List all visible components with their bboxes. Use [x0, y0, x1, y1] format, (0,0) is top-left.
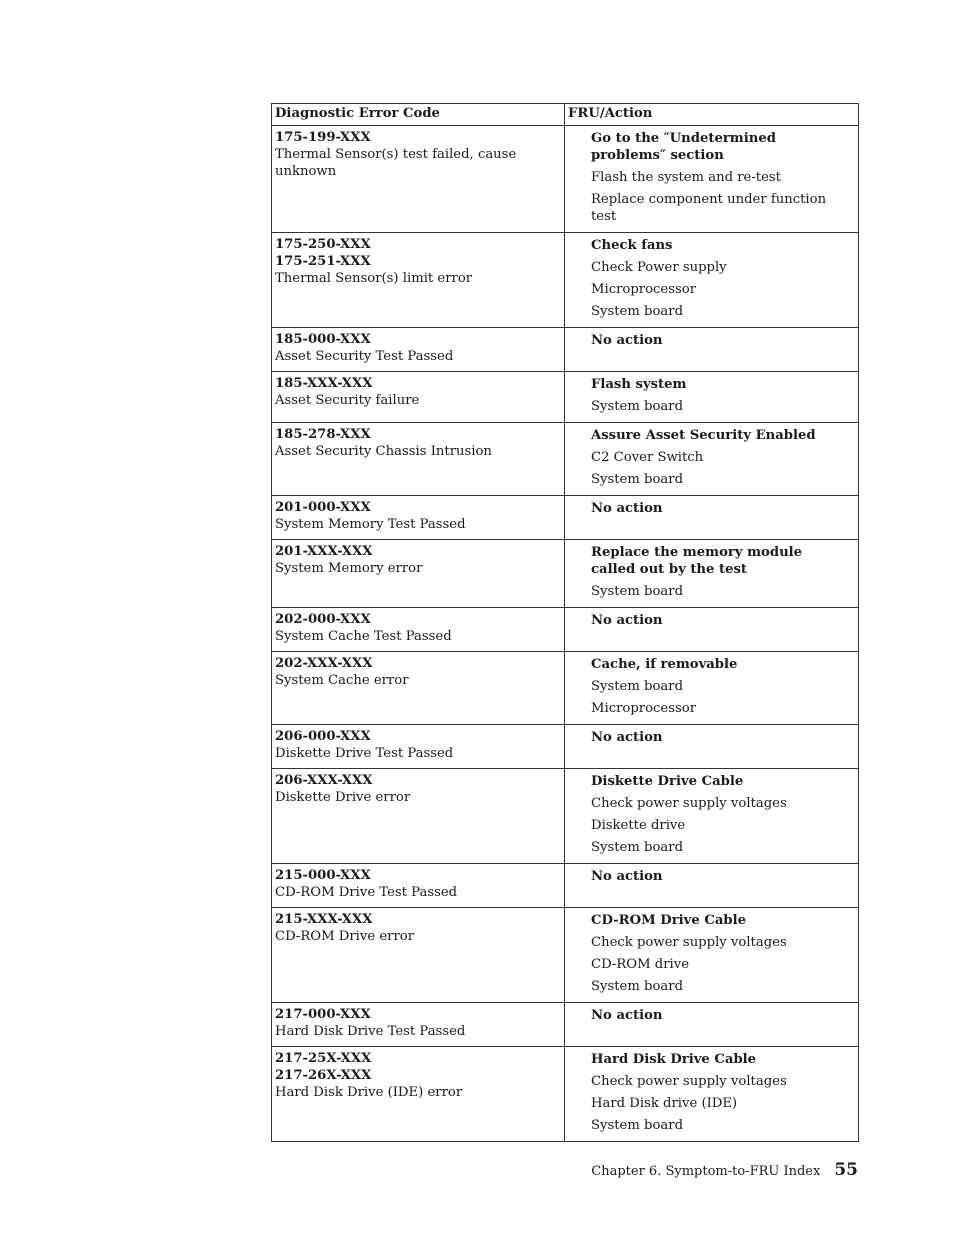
- error-code-cell: [272, 652, 565, 725]
- footer-chapter: Chapter 6. Symptom-to-FRU Index: [591, 1164, 821, 1179]
- primary-action: No action: [591, 501, 663, 516]
- primary-action: No action: [591, 869, 663, 884]
- error-code: 217-25X-XXX: [275, 1051, 372, 1066]
- error-code: 175-250-XXX: [275, 237, 371, 252]
- error-description: Thermal Sensor(s) limit error: [275, 271, 473, 286]
- fru-action-cell: [565, 608, 859, 652]
- fru-action-cell: [565, 652, 859, 725]
- error-description: Diskette Drive Test Passed: [275, 746, 454, 761]
- error-code: 215-XXX-XXX: [275, 912, 373, 927]
- table-row: [272, 423, 859, 496]
- primary-action: Check fans: [591, 238, 673, 253]
- table-row: [272, 652, 859, 725]
- primary-action: No action: [591, 1008, 663, 1023]
- fru-action-item: Microprocessor: [591, 701, 697, 716]
- error-code: 217-000-XXX: [275, 1007, 371, 1022]
- fru-action-item: Check power supply voltages: [591, 1074, 787, 1089]
- fru-action-item: Check Power supply: [591, 260, 727, 275]
- table-row: [272, 540, 859, 608]
- fru-table: [271, 103, 859, 1142]
- error-code-cell: [272, 233, 565, 328]
- fru-action-item: System board: [591, 472, 684, 487]
- primary-action: Assure Asset Security Enabled: [591, 428, 816, 443]
- table-row: [272, 1003, 859, 1047]
- fru-action-cell: [565, 372, 859, 423]
- fru-action-cell: [565, 725, 859, 769]
- error-code: 215-000-XXX: [275, 868, 371, 883]
- primary-action: Hard Disk Drive Cable: [591, 1052, 757, 1067]
- fru-action-cell: [565, 864, 859, 908]
- primary-action: Go to the ″Undetermined problems″ section: [591, 131, 776, 163]
- error-code: 202-000-XXX: [275, 612, 371, 627]
- fru-action-item: System board: [591, 304, 684, 319]
- fru-action-cell: [565, 769, 859, 864]
- error-code-cell: [272, 725, 565, 769]
- table-row: [272, 769, 859, 864]
- error-code: 175-251-XXX: [275, 254, 371, 269]
- error-description: Hard Disk Drive (IDE) error: [275, 1085, 463, 1100]
- error-description: Thermal Sensor(s) test failed, cause unknown: [275, 147, 517, 179]
- error-description: System Cache Test Passed: [275, 629, 452, 644]
- fru-action-item: System board: [591, 584, 684, 599]
- primary-action: No action: [591, 613, 663, 628]
- fru-action-cell: [565, 423, 859, 496]
- fru-action-cell: [565, 540, 859, 608]
- fru-action-item: Flash the system and re-test: [591, 170, 781, 185]
- fru-action-cell: [565, 1047, 859, 1142]
- fru-action-item: System board: [591, 1118, 684, 1133]
- table-header-row: [272, 104, 859, 126]
- fru-action-item: Microprocessor: [591, 282, 697, 297]
- table-row: [272, 372, 859, 423]
- fru-action-item: CD-ROM drive: [591, 957, 690, 972]
- fru-action-item: System board: [591, 840, 684, 855]
- error-description: Diskette Drive error: [275, 790, 411, 805]
- fru-action-cell: [565, 1003, 859, 1047]
- column-header-fru-action: FRU/Action: [565, 104, 859, 126]
- error-code-cell: [272, 908, 565, 1003]
- primary-action: Cache, if removable: [591, 657, 738, 672]
- error-description: System Memory Test Passed: [275, 517, 466, 532]
- fru-action-item: Hard Disk drive (IDE): [591, 1096, 738, 1111]
- fru-action-item: Check power supply voltages: [591, 935, 787, 950]
- table-row: [272, 233, 859, 328]
- error-code-cell: [272, 769, 565, 864]
- error-code-cell: [272, 372, 565, 423]
- table-row: [272, 608, 859, 652]
- table-row: [272, 496, 859, 540]
- fru-action-cell: [565, 908, 859, 1003]
- page-number: 55: [834, 1160, 858, 1180]
- table-row: [272, 908, 859, 1003]
- fru-action-item: Diskette drive: [591, 818, 686, 833]
- error-code-cell: [272, 1047, 565, 1142]
- error-code-cell: [272, 496, 565, 540]
- error-description: Asset Security failure: [275, 393, 420, 408]
- error-description: System Cache error: [275, 673, 409, 688]
- error-code: 175-199-XXX: [275, 130, 371, 145]
- table-row: [272, 864, 859, 908]
- error-description: CD-ROM Drive Test Passed: [275, 885, 458, 900]
- error-code: 206-000-XXX: [275, 729, 371, 744]
- fru-action-item: Replace component under function test: [591, 192, 827, 224]
- fru-action-item: Check power supply voltages: [591, 796, 787, 811]
- primary-action: No action: [591, 730, 663, 745]
- column-header-error-code: Diagnostic Error Code: [272, 104, 565, 126]
- error-code-cell: [272, 540, 565, 608]
- error-description: System Memory error: [275, 561, 423, 576]
- table-row: [272, 126, 859, 233]
- fru-action-item: C2 Cover Switch: [591, 450, 704, 465]
- error-description: CD-ROM Drive error: [275, 929, 414, 944]
- error-code: 185-000-XXX: [275, 332, 371, 347]
- fru-action-cell: [565, 496, 859, 540]
- error-description: Asset Security Chassis Intrusion: [275, 444, 492, 459]
- fru-action-cell: [565, 328, 859, 372]
- error-code: 201-XXX-XXX: [275, 544, 373, 559]
- error-code-cell: [272, 126, 565, 233]
- page-footer: [591, 1160, 858, 1180]
- error-description: Hard Disk Drive Test Passed: [275, 1024, 466, 1039]
- error-code-cell: [272, 423, 565, 496]
- primary-action: Flash system: [591, 377, 687, 392]
- error-code-cell: [272, 608, 565, 652]
- fru-action-cell: [565, 233, 859, 328]
- table-row: [272, 328, 859, 372]
- error-code-cell: [272, 864, 565, 908]
- primary-action: No action: [591, 333, 663, 348]
- fru-action-item: System board: [591, 979, 684, 994]
- fru-action-item: System board: [591, 399, 684, 414]
- error-code: 185-278-XXX: [275, 427, 371, 442]
- table-body: [272, 126, 859, 1142]
- table-row: [272, 725, 859, 769]
- error-code: 201-000-XXX: [275, 500, 371, 515]
- error-code: 185-XXX-XXX: [275, 376, 373, 391]
- primary-action: CD-ROM Drive Cable: [591, 913, 746, 928]
- fru-action-item: System board: [591, 679, 684, 694]
- error-code-cell: [272, 1003, 565, 1047]
- error-code: 206-XXX-XXX: [275, 773, 373, 788]
- primary-action: Replace the memory module called out by the test: [591, 545, 803, 577]
- primary-action: Diskette Drive Cable: [591, 774, 744, 789]
- error-description: Asset Security Test Passed: [275, 349, 454, 364]
- table-row: [272, 1047, 859, 1142]
- error-code-cell: [272, 328, 565, 372]
- fru-action-cell: [565, 126, 859, 233]
- error-code: 202-XXX-XXX: [275, 656, 373, 671]
- error-code: 217-26X-XXX: [275, 1068, 372, 1083]
